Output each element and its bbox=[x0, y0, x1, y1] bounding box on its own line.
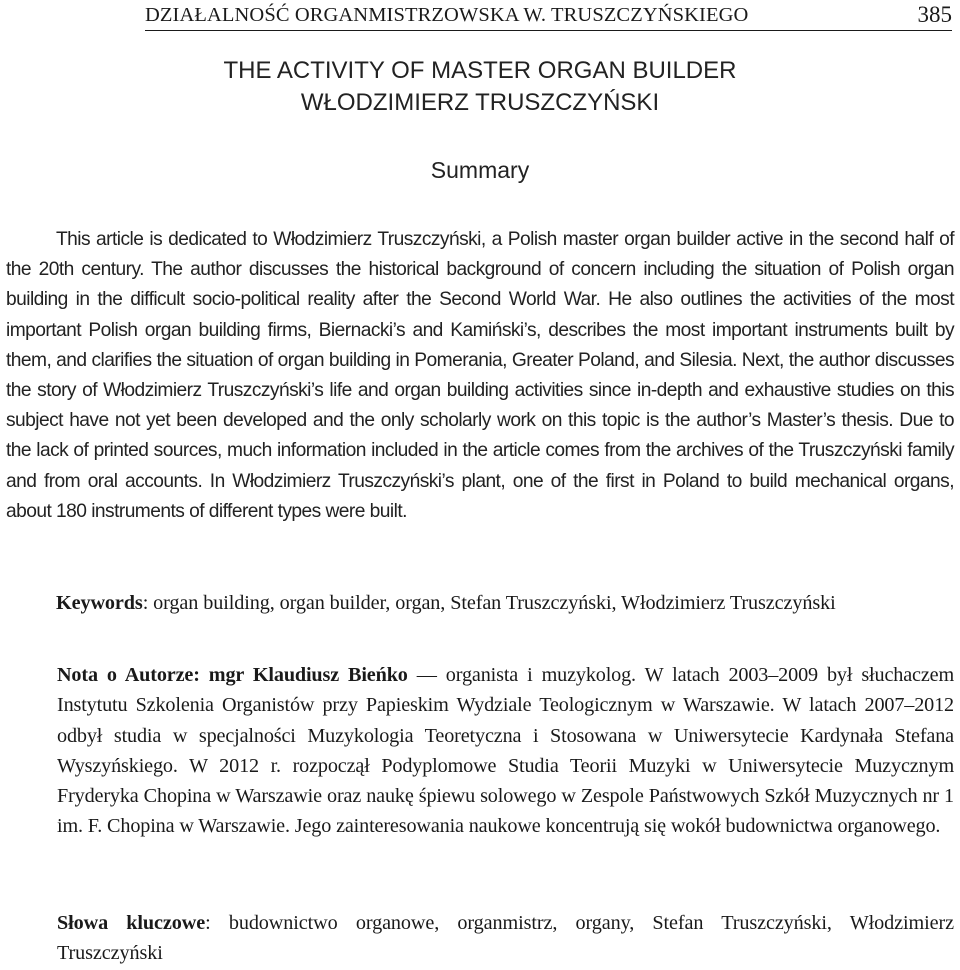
article-title bbox=[0, 55, 960, 119]
author-note-paragraph bbox=[57, 660, 954, 842]
author-note-label: Nota o Autorze: mgr Klaudiusz Bieńko bbox=[57, 664, 408, 686]
polish-keywords-separator: : bbox=[205, 912, 229, 934]
article-title-line-2: WŁODZIMIERZ TRUSZCZYŃSKI bbox=[300, 89, 660, 116]
summary-paragraph: This article is dedicated to Włodzimierz Truszczyński, a Polish master organ builder active in the second half of the 20th century. The author discusses the historical background of concern including the situation of Polish organ building in the difficult socio-political reality after the Second World War. He also outlines the activities of the most important Polish organ building firms, Biernacki’s and Kamiński’s, describes the most important instruments built by them, and clarifies the situation of organ building in Pomerania, Greater Poland, and Silesia. Next, the author discusses the story of Włodzimierz Truszczyński’s life and organ building activities since in-depth and exhaustive studies on this subject have not yet been developed and the only scholarly work on this topic is the author’s Master’s thesis. Due to the lack of printed sources, much information included in the article comes from the archives of the Truszczyński family and from oral accounts. In Włodzimierz Truszczyński’s plant, one of the first in Poland to build mechanical organs, about 180 instruments of different types were built. bbox=[6, 229, 954, 522]
summary-heading: Summary bbox=[430, 157, 530, 183]
author-note-text: — organista i muzykolog. W latach 2003–2009 był słuchaczem Instytutu Szkolenia Organistów przy Papieskim Wydziale Teologicznym w Warszawie. W latach 2007–2012 odbył studia w specjalności Muzykologia Teoretyczna i Stosowana w Uniwersytecie Kardynała Stefana Wyszyńskiego. W 2012 r. rozpoczął Podyplomowe Studia Teorii Muzyki w Uniwersytecie Muzycznym Fryderyka Chopina w Warszawie oraz naukę śpiewu solowego w Zespole Państwowych Szkół Muzycznych nr 1 im. F. Chopina w Warszawie. Jego zainteresowania naukowe koncentrują się wokół budownictwa organowego. bbox=[57, 664, 954, 838]
keywords-paragraph bbox=[6, 588, 954, 618]
running-head bbox=[145, 2, 952, 31]
keywords-label: Keywords bbox=[56, 592, 143, 614]
polish-keywords-label: Słowa kluczowe bbox=[57, 912, 206, 934]
polish-keywords-text: budownictwo organowe, organmistrz, organy, Stefan Truszczyński, Włodzimierz Truszczyński bbox=[57, 912, 954, 964]
keywords-text: organ building, organ builder, organ, Stefan Truszczyński, Włodzimierz Truszczyński bbox=[153, 592, 836, 614]
polish-keywords-paragraph bbox=[57, 908, 954, 968]
running-head-title: DZIAŁALNOŚĆ ORGANMISTRZOWSKA W. TRUSZCZYŃSKIEGO bbox=[145, 4, 749, 26]
article-title-line-1: THE ACTIVITY OF MASTER ORGAN BUILDER bbox=[223, 57, 737, 84]
keywords-separator: : bbox=[142, 592, 154, 614]
page-number: 385 bbox=[917, 2, 952, 27]
